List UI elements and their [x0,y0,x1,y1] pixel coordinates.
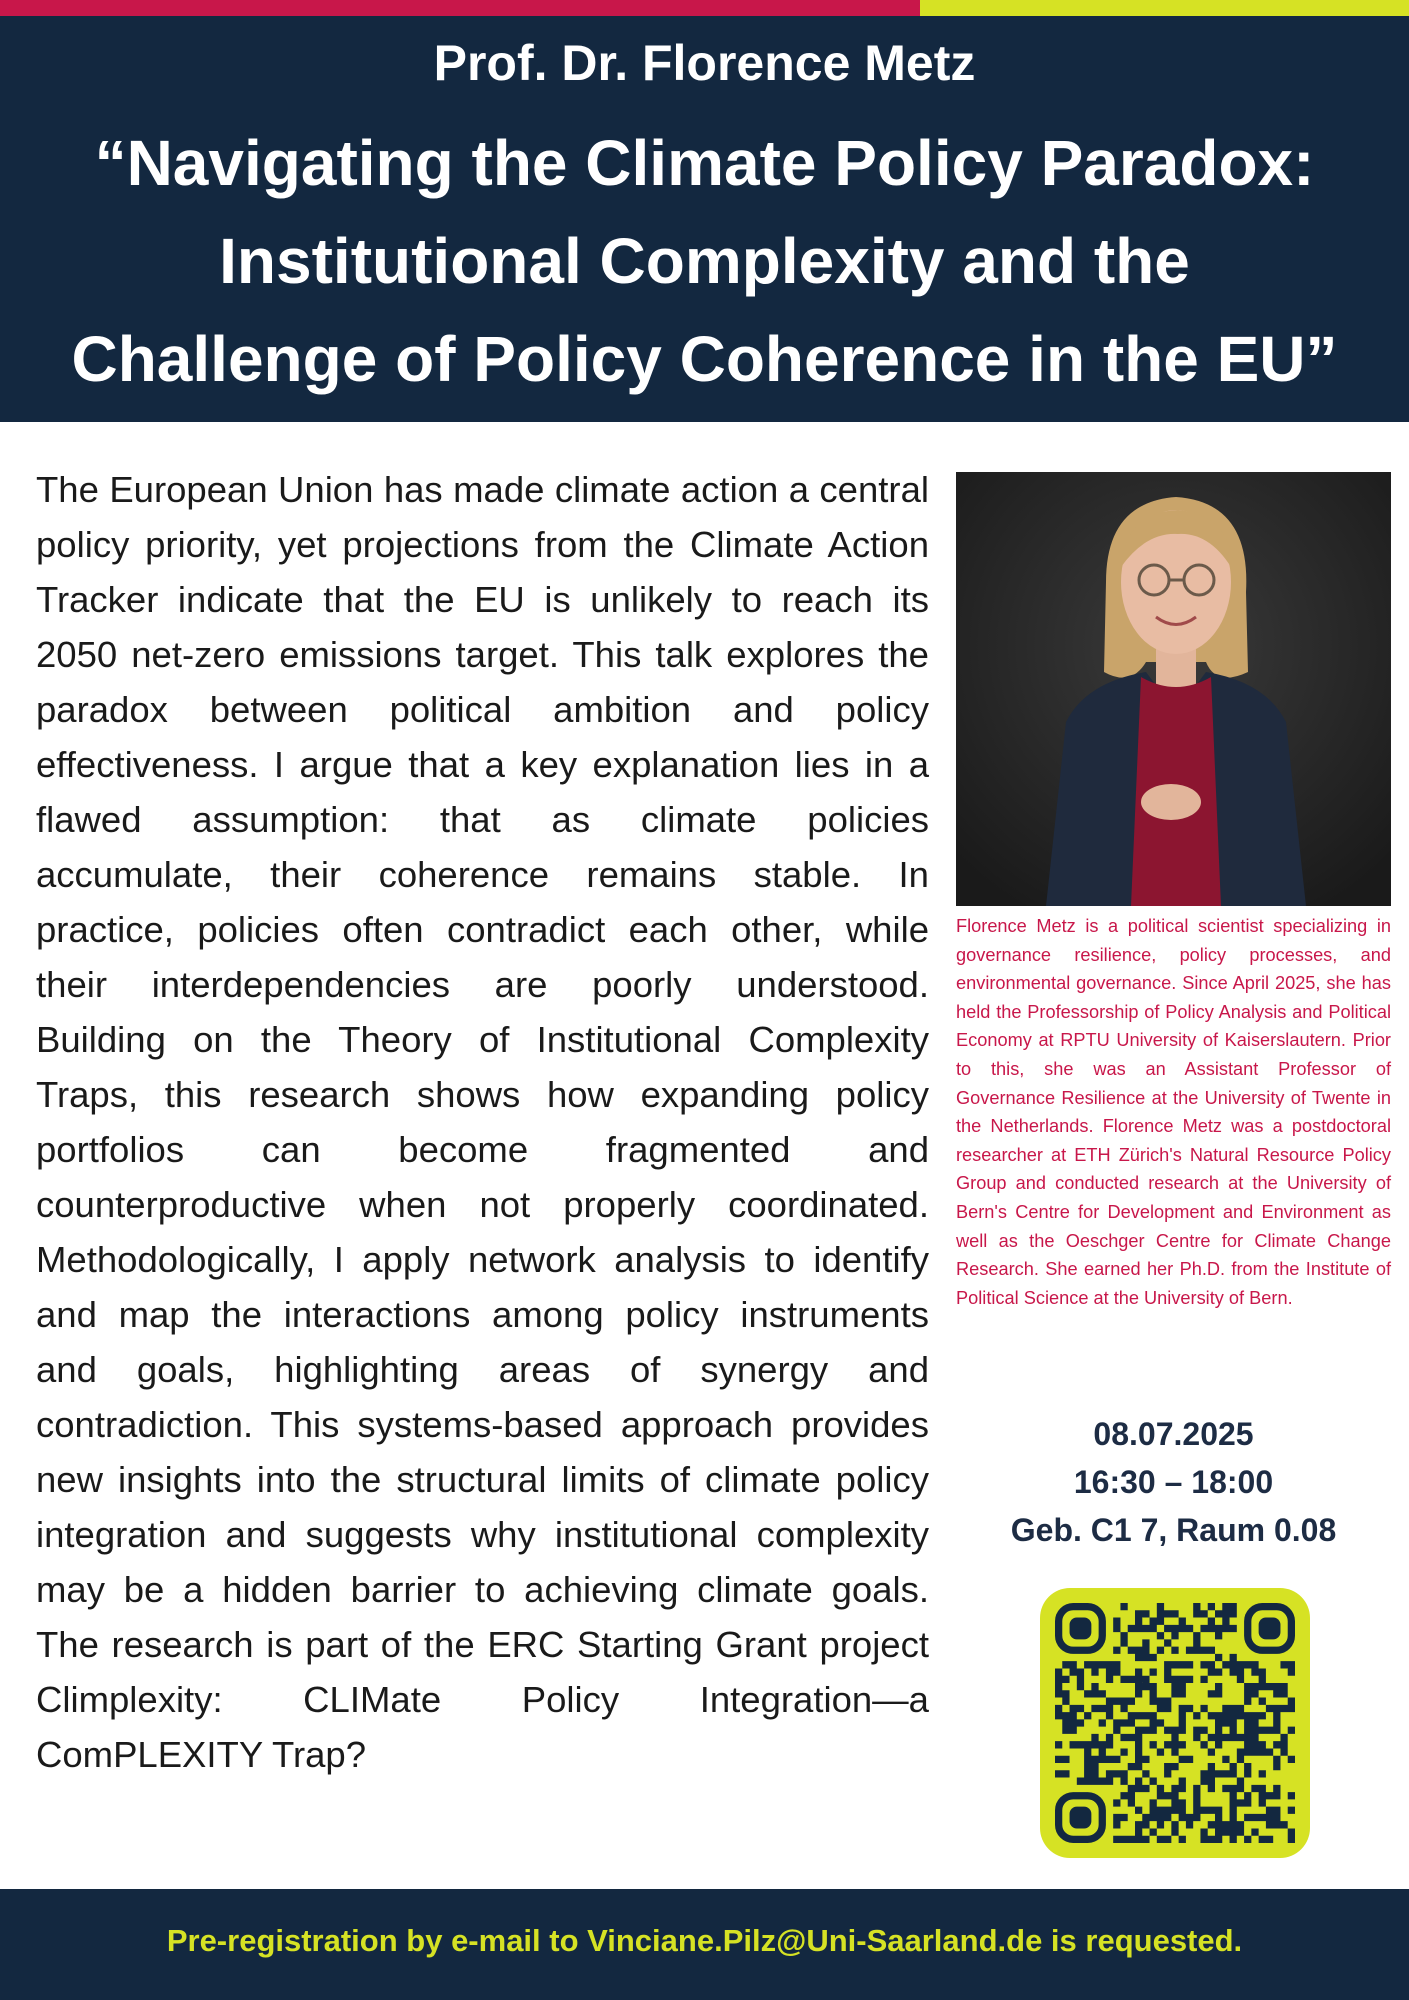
header-banner [0,16,1409,422]
talk-title [0,114,1409,408]
top-stripe-lime [920,0,1409,16]
qr-code[interactable] [1040,1588,1310,1858]
talk-title-line: “Navigating the Climate Policy Paradox: [94,127,1315,199]
qr-code-icon [1055,1603,1295,1843]
event-location: Geb. C1 7, Raum 0.08 [1010,1512,1337,1548]
event-date: 08.07.2025 [1093,1416,1254,1452]
speaker-bio: Florence Metz is a political scientist specializing in governance resilience, policy processes, and environmental governance. Since April 2025, she has held the Professorship of Policy Analysis and Political Economy at RPTU University of Kaiserslautern. Prior to this, she was an Assistant Professor of Governance Resilience at the University of Twente in the Netherlands. Florence Metz was a postdoctoral researcher at ETH Zürich's Natural Resource Policy Group and conducted research at the University of Bern's Centre for Development and Environment as well as the Oeschger Centre for Climate Change Research. She earned her Ph.D. from the Institute of Political Science at the University of Bern. [956,916,1391,1308]
abstract-text: The European Union has made climate action a central policy priority, yet projections from the Climate Action Tracker indicate that the EU is unlikely to reach its 2050 net-zero emissions target. This talk explores the paradox between political ambition and policy effectiveness. I argue that a key explanation lies in a flawed assumption: that as climate policies accumulate, their coherence remains stable. In practice, policies often contradict each other, while their interdependencies are poorly understood. Building on the Theory of Institutional Complexity Traps, this research shows how expanding policy portfolios can become fragmented and counterproductive when not properly coordinated. Methodologically, I apply network analysis to identify and map the interactions among policy instruments and goals, highlighting areas of synergy and contradiction. This systems-based approach provides new insights into the structural limits of climate policy integration and suggests why institutional complexity may be a hidden barrier to achieving climate goals. The research is part of the ERC Starting Grant project Climplexity: CLIMate Policy Integration—a ComPLEXITY Trap? [36,469,929,1775]
top-stripe-red [0,0,920,16]
talk-title-line: Institutional Complexity and the [219,225,1190,297]
event-time: 16:30 – 18:00 [1073,1464,1274,1500]
event-details [956,1410,1391,1554]
speaker-photo [956,472,1391,906]
talk-title-line: Challenge of Policy Coherence in the EU” [71,323,1338,395]
registration-note: Pre-registration by e-mail to Vinciane.Pilz@Uni-Saarland.de is requested. [166,1923,1243,1958]
footer-banner [0,1889,1409,2000]
speaker-name: Prof. Dr. Florence Metz [433,35,976,91]
